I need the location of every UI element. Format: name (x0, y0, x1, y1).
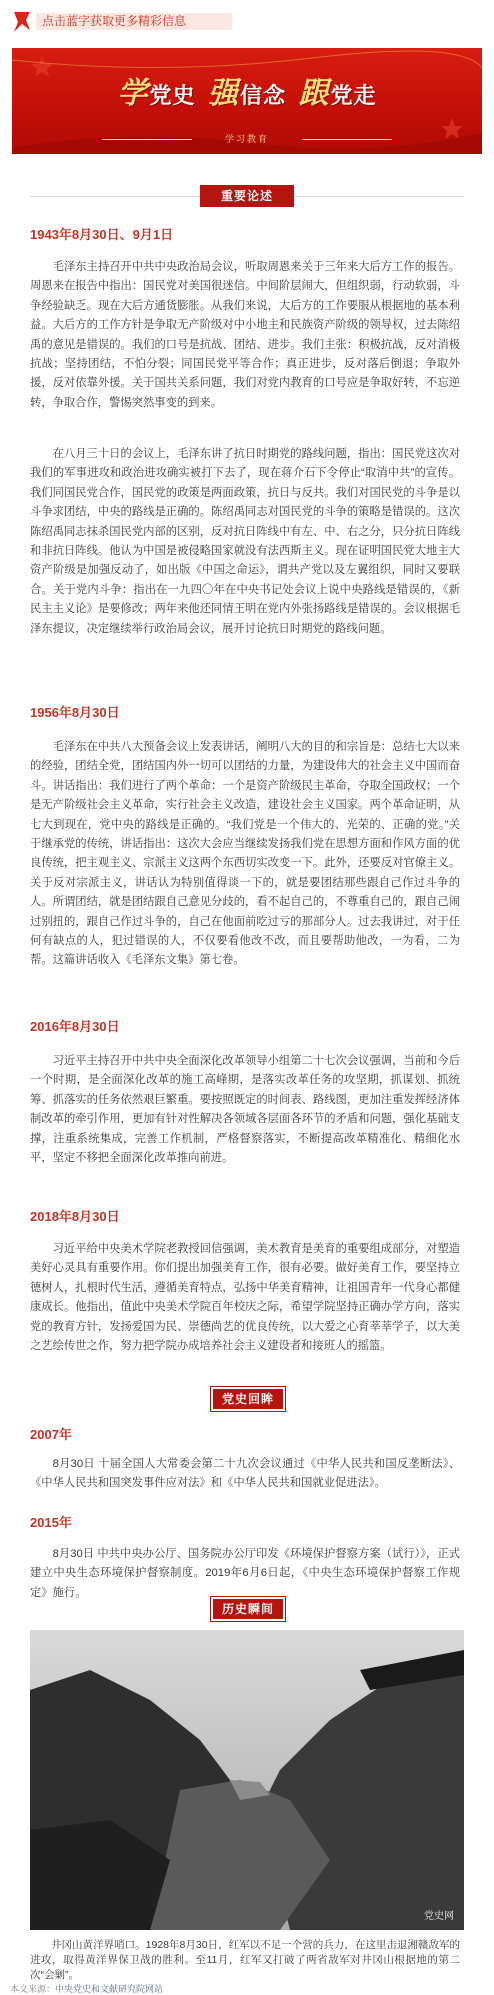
entry-paragraph: 毛泽东主持召开中共中央政治局会议，听取周恩来关于三年来大后方工作的报告。周恩来在报告中指出：国民党对美国很迷信。中间阶层闹大，但组织弱，行动软弱，斗争经验缺乏。现在大后方通货膨胀。从我们来说，大后方的工作要服从根据地的基本利益。大后方的工作方针是争取无产阶级对中小地主和民族资产阶级的领导权，过去陈绍禹的意见是错误的。我们的口号是抗战、团结、进步。我们主张：积极抗战，反对消极抗战；坚持团结，不怕分裂；同国民党平等合作；真正进步，反对落后倒退；争取外援，反对依靠外援。关于国共关系问题，我们对党内教育的口号应是争取好转，不忘逆转，争取合作，警惕突然事变的到来。 (30, 261, 460, 409)
entry-paragraph: 习近平给中央美术学院老教授回信强调，美术教育是美育的重要组成部分，对塑造美好心灵具有重要作用。你们提出加强美育工作，很有必要。做好美育工作，要坚持立德树人，扎根时代生活，遵循美育特点，弘扬中华美育精神，让祖国青年一代身心都健康成长。他指出，值此中央美术学院百年校庆之际，希望学院坚持正确办学方向，落实党的教育方针，发扬爱国为民、崇德尚艺的优良传统，以大爱之心育莘莘学子，以大美之艺绘传世之作，努力把学院办成培养社会主义建设者和接班人的摇篮。 (30, 1243, 460, 1353)
banner-subtitle: 学习教育 (224, 134, 269, 144)
follow-hint-text[interactable]: 点击蓝字获取更多精彩信息 (36, 13, 232, 30)
entry-date: 1956年8月30日 (30, 705, 120, 720)
mountain-pass-image (30, 1630, 464, 1930)
banner-line-right (302, 139, 392, 140)
section-heading-history: 党史回眸 (210, 1386, 286, 1412)
source-link[interactable]: 中央党史和文献研究院网站 (55, 1984, 164, 1994)
section-heading-important: 重要论述 (200, 185, 294, 207)
source-line: 本文来源：中央党史和文献研究院网站 (10, 1984, 164, 1994)
historic-photo (30, 1630, 464, 1930)
banner (12, 48, 482, 154)
watermark: 党史网 (424, 1911, 454, 1922)
entry-date: 2018年8月30日 (30, 1209, 120, 1224)
ribbon-icon (10, 10, 34, 34)
follow-hint[interactable] (10, 10, 470, 32)
history-date: 2015年 (30, 1515, 72, 1530)
photo-caption: 井冈山黄洋界哨口。1928年8月30日，红军以不足一个营的兵力，在这里击退湘赣敌军的进攻，取得黄洋界保卫战的胜利。至11月，红军又打破了两省敌军对井冈山根据地的第二次“会剿”。 (30, 1939, 460, 1981)
history-paragraph: 8月30日 十届全国人大常委会第二十九次会议通过《中华人民共和国反垄断法》、《中华人民共和国突发事件应对法》和《中华人民共和国就业促进法》。 (30, 1458, 460, 1490)
entry-date: 2016年8月30日 (30, 1019, 120, 1034)
history-date: 2007年 (30, 1427, 72, 1442)
banner-title: 学党史 强信念 跟党走 (117, 76, 377, 111)
entry-date: 1943年8月30日、9月1日 (30, 227, 174, 242)
section-heading-moment: 历史瞬间 (210, 1596, 286, 1622)
entry-paragraph: 毛泽东在中共八大预备会议上发表讲话，阐明八大的目的和宗旨是：总结七大以来的经验，团结全党，团结国内外一切可以团结的力量，为建设伟大的社会主义中国而奋斗。讲话指出：我们进行了两个革命：一个是资产阶级民主革命，夺取全国政权；一个是无产阶级社会主义革命，实行社会主义改造，建设社会主义国家。两个革命证明，从七大到现在，党中央的路线是正确的。“我们党是一个伟大的、光荣的、正确的党。”关于继承党的传统，讲话指出：这次大会应当继续发扬我们党在思想方面和作风方面的优良传统，把主观主义、宗派主义这两个东西切实改变一下。此外，还要反对官僚主义。关于反对宗派主义，讲话认为特别值得谈一下的，就是要团结那些跟自己作过斗争的人。所谓团结，就是团结跟自己意见分歧的，看不起自己的，不尊重自己的，跟自己闹过别扭的，跟自己作过斗争的，自己在他面前吃过亏的那部分人。过去我讲过，对于任何有缺点的人，犯过错误的人，不仅要看他改不改，而且要帮助他改，一为看，二为帮。这篇讲话收入《毛泽东文集》第七卷。 (30, 741, 460, 967)
entry-paragraph: 在八月三十日的会议上，毛泽东讲了抗日时期党的路线问题，指出：国民党这次对我们的军事进攻和政治进攻确实被打下去了，现在蒋介石下令停止“取消中共”的宣传。我们同国民党合作，国民党的政策是两面政策，抗日与反共。我们对国民党的斗争是以斗争求团结，中央的路线是正确的。陈绍禹同志对国民党的斗争的策略是错误的。这次陈绍禹同志抹杀国民党内部的区别，反对抗日阵线中有左、中、右之分，只分抗日阵线和非抗日阵线。他认为中国是被侵略国家就没有法西斯主义。现在证明国民党大地主大资产阶级是加强反动了，如出版《中国之命运》，谓共产党以及左翼组织，同时又要联合。关于党内斗争：指出在一九四〇年在中央书记处会议上说中央路线是错误的，《新民主主义论》是要修改；两年来他还同情王明在党内外张扬路线是错误的。会议根据毛泽东提议，决定继续举行政治局会议，展开讨论抗日时期党的路线问题。 (30, 448, 460, 635)
banner-line-left (102, 139, 192, 140)
entry-paragraph: 习近平主持召开中共中央全面深化改革领导小组第二十七次会议强调，当前和今后一个时期，是全面深化改革的施工高峰期，是落实改革任务的攻坚期，抓谋划、抓统筹、抓落实的任务依然艰巨繁重。要按照既定的时间表、路线图，更加注重发挥经济体制改革的牵引作用，更加有针对性解决各领域各层面各环节的矛盾和问题，强化基础支撑，注重系统集成，完善工作机制，严格督察落实，不断提高改革精准化、精细化水平，坚定不移把全面深化改革推向前进。 (30, 1055, 460, 1165)
history-paragraph: 8月30日 中共中央办公厅、国务院办公厅印发《环境保护督察方案（试行）》，正式建立中央生态环境保护督察制度。2019年6月6日起，《中央生态环境保护督察工作规定》施行。 (30, 1548, 460, 1599)
